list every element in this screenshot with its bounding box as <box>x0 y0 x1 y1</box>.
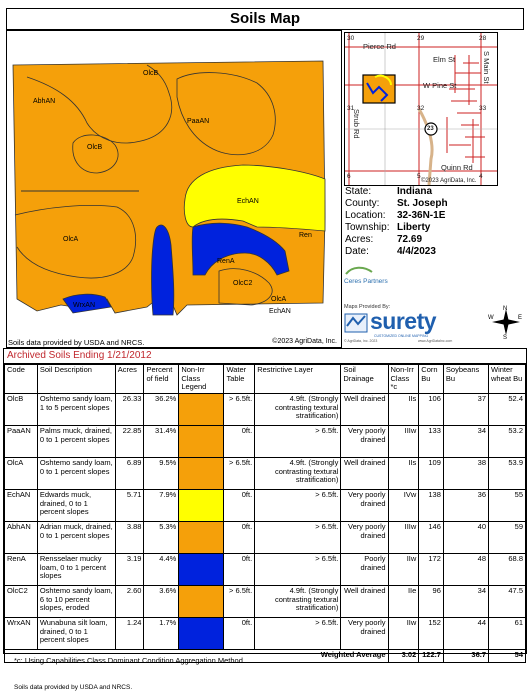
svg-text:W: W <box>488 315 494 321</box>
cell-soy: 34 <box>443 586 488 618</box>
cell-wheat: 52.4 <box>489 394 526 426</box>
table-row <box>5 586 526 618</box>
cell-corn: 146 <box>419 522 444 554</box>
cell-acres: 5.71 <box>115 490 144 522</box>
road-label: W Pine St <box>423 81 457 90</box>
road-label: Strub Rd <box>352 109 361 139</box>
cell-restrict: 4.9ft. (Strongly contrasting textural stratification) <box>255 458 341 490</box>
cell-cls: IIw <box>388 554 419 586</box>
class-legend-swatch <box>179 490 224 522</box>
info-row: Location: 32-36N-1E <box>345 210 446 221</box>
cell-pct: 3.6% <box>144 586 179 618</box>
field-info <box>345 186 448 258</box>
cell-corn: 133 <box>419 426 444 458</box>
cell-cls: IVw <box>388 490 419 522</box>
surety-wordmark: surety <box>370 308 437 334</box>
cell-cls: IIs <box>388 458 419 490</box>
cell-desc: Edwards muck, drained, 0 to 1 percent slopes <box>37 490 115 522</box>
class-legend-swatch <box>179 618 224 650</box>
cell-soy: 37 <box>443 394 488 426</box>
cell-code: WrxAN <box>5 618 38 650</box>
cell-drain: Well drained <box>341 394 388 426</box>
svg-text:N: N <box>503 306 508 312</box>
cell-restrict: > 6.5ft. <box>255 426 341 458</box>
section-label: 30 <box>347 35 355 42</box>
cell-cls: IIe <box>388 586 419 618</box>
cell-code: PaaAN <box>5 426 38 458</box>
class-legend-swatch <box>179 554 224 586</box>
cell-desc: Wunabuna silt loam, drained, 0 to 1 percent slopes <box>37 618 115 650</box>
cell-soy: 44 <box>443 618 488 650</box>
cell-corn: 172 <box>419 554 444 586</box>
cell-corn: 109 <box>419 458 444 490</box>
cell-pct: 4.4% <box>144 554 179 586</box>
svg-text:E: E <box>518 315 523 321</box>
cell-drain: Well drained <box>341 458 388 490</box>
cell-desc: Oshtemo sandy loam, 6 to 10 percent slopes, eroded <box>37 586 115 618</box>
section-label: 32 <box>417 105 425 112</box>
section-label: 33 <box>479 105 487 112</box>
cell-acres: 3.19 <box>115 554 144 586</box>
cell-desc: Oshtemo sandy loam, 0 to 1 percent slopes <box>37 458 115 490</box>
column-header: Restrictive Layer <box>255 365 341 394</box>
cell-soy: 38 <box>443 458 488 490</box>
svg-text:S: S <box>503 335 508 339</box>
section-label: 5 <box>417 173 421 180</box>
column-header: Non-Irr Class Legend <box>179 365 224 394</box>
table-title: Archived Soils Ending 1/21/2012 <box>4 349 526 364</box>
weighted-corn: 122.7 <box>419 650 444 663</box>
road-label: Quinn Rd <box>441 163 473 172</box>
cell-water: > 6.5ft. <box>224 458 255 490</box>
section-label: 29 <box>417 35 425 42</box>
cell-pct: 9.5% <box>144 458 179 490</box>
cell-wheat: 61 <box>489 618 526 650</box>
cell-restrict: > 6.5ft. <box>255 554 341 586</box>
map-caption: Soils data provided by USDA and NRCS. <box>8 338 145 347</box>
cell-corn: 106 <box>419 394 444 426</box>
section-label: 31 <box>347 105 355 112</box>
surety-tagline: CUSTOMIZED ONLINE MAPPING <box>374 334 429 338</box>
map-unit-label: EchAN <box>269 308 291 315</box>
map-unit-label: WrxAN <box>73 302 96 309</box>
surety-map-icon <box>344 312 368 334</box>
cell-soy: 34 <box>443 426 488 458</box>
cell-drain: Very poorly drained <box>341 490 388 522</box>
table-row <box>5 394 526 426</box>
table-row <box>5 458 526 490</box>
cell-soy: 40 <box>443 522 488 554</box>
cell-soy: 36 <box>443 490 488 522</box>
cell-cls: IIIw <box>388 426 419 458</box>
cell-soy: 48 <box>443 554 488 586</box>
cell-pct: 7.9% <box>144 490 179 522</box>
cell-pct: 1.7% <box>144 618 179 650</box>
cell-drain: Very poorly drained <box>341 618 388 650</box>
page-footer: Soils data provided by USDA and NRCS. <box>14 684 133 691</box>
info-row: Township: Liberty <box>345 222 431 233</box>
map-unit-label: OlcB <box>143 70 159 77</box>
cell-restrict: 4.9ft. (Strongly contrasting textural stratification) <box>255 586 341 618</box>
cell-pct: 31.4% <box>144 426 179 458</box>
map-unit-label: OlcA <box>271 296 287 303</box>
cell-desc: Rensselaer mucky loam, 0 to 1 percent slopes <box>37 554 115 586</box>
cell-water: 0ft. <box>224 490 255 522</box>
column-header: Winter wheat Bu <box>489 365 526 394</box>
soils-table <box>3 348 527 659</box>
ceres-partners-logo: Ceres Partners <box>344 278 388 285</box>
cell-wheat: 53.2 <box>489 426 526 458</box>
soils-map[interactable] <box>6 30 342 348</box>
cell-cls: IIs <box>388 394 419 426</box>
cell-wheat: 53.9 <box>489 458 526 490</box>
weighted-average-label: Weighted Average <box>5 650 389 663</box>
map-unit-label: EchAN <box>237 198 259 205</box>
class-legend-swatch <box>179 426 224 458</box>
map-unit-label: OlcB <box>87 144 103 151</box>
cell-drain: Very poorly drained <box>341 522 388 554</box>
location-map[interactable] <box>344 32 498 186</box>
field-outline <box>363 75 395 103</box>
cell-wheat: 55 <box>489 490 526 522</box>
table-row <box>5 426 526 458</box>
maps-provided-label: Maps Provided By: <box>344 304 391 310</box>
section-label: 6 <box>347 173 351 180</box>
cell-restrict: > 6.5ft. <box>255 522 341 554</box>
cell-drain: Very poorly drained <box>341 426 388 458</box>
cell-water: 0ft. <box>224 618 255 650</box>
column-header: Non-Irr Class *c <box>388 365 419 394</box>
cell-desc: Palms muck, drained, 0 to 1 percent slopes <box>37 426 115 458</box>
cell-restrict: 4.9ft. (Strongly contrasting textural stratification) <box>255 394 341 426</box>
column-header: Soybeans Bu <box>443 365 488 394</box>
cell-corn: 96 <box>419 586 444 618</box>
surety-logo: Maps Provided By: surety CUSTOMIZED ONLINE MAPPING © AgriData, Inc. 2023 www.AgriDataInc.com <box>344 304 453 343</box>
info-row: Acres: 72.69 <box>345 234 423 245</box>
cell-wheat: 59 <box>489 522 526 554</box>
weighted-soybeans: 36.7 <box>443 650 488 663</box>
cell-corn: 138 <box>419 490 444 522</box>
map-unit-label: OlcC2 <box>233 280 253 287</box>
cell-corn: 152 <box>419 618 444 650</box>
cell-cls: IIIw <box>388 522 419 554</box>
cell-acres: 26.33 <box>115 394 144 426</box>
road-label: S Main St <box>482 51 491 84</box>
table-row <box>5 490 526 522</box>
cell-code: OlcB <box>5 394 38 426</box>
cell-wheat: 47.5 <box>489 586 526 618</box>
cell-water: 0ft. <box>224 522 255 554</box>
cell-water: 0ft. <box>224 554 255 586</box>
column-header: Soil Description <box>37 365 115 394</box>
section-label: 28 <box>479 35 487 42</box>
map-unit-label: RenA <box>217 258 235 265</box>
map-copyright: ©2023 AgriData, Inc. <box>272 338 337 345</box>
cell-acres: 22.85 <box>115 426 144 458</box>
cell-code: AbhAN <box>5 522 38 554</box>
page-title: Soils Map <box>6 8 524 30</box>
cell-code: RenA <box>5 554 38 586</box>
table-header-row <box>5 365 526 394</box>
column-header: Acres <box>115 365 144 394</box>
cell-desc: Adrian muck, drained, 0 to 1 percent slopes <box>37 522 115 554</box>
cell-drain: Well drained <box>341 586 388 618</box>
compass-rose-icon <box>488 305 524 339</box>
cell-drain: Poorly drained <box>341 554 388 586</box>
class-legend-swatch <box>179 522 224 554</box>
cell-restrict: > 6.5ft. <box>255 490 341 522</box>
info-row: Date: 4/4/2023 <box>345 246 436 257</box>
column-header: Soil Drainage <box>341 365 388 394</box>
table-row <box>5 618 526 650</box>
cell-water: > 6.5ft. <box>224 394 255 426</box>
cell-wheat: 68.8 <box>489 554 526 586</box>
cell-acres: 3.88 <box>115 522 144 554</box>
column-header: Water Table <box>224 365 255 394</box>
column-header: Percent of field <box>144 365 179 394</box>
map-unit-label: AbhAN <box>33 98 56 105</box>
map-unit-label: PaaAN <box>187 118 210 125</box>
cell-code: EchAN <box>5 490 38 522</box>
cell-acres: 1.24 <box>115 618 144 650</box>
cell-restrict: > 6.5ft. <box>255 618 341 650</box>
cell-water: 0ft. <box>224 426 255 458</box>
class-legend-swatch <box>179 586 224 618</box>
table-row <box>5 522 526 554</box>
cell-pct: 5.3% <box>144 522 179 554</box>
weighted-wheat: 54 <box>489 650 526 663</box>
cell-cls: IIw <box>388 618 419 650</box>
cell-code: OlcC2 <box>5 586 38 618</box>
location-map-copyright: ©2023 AgriData, Inc. <box>421 178 477 184</box>
table-row <box>5 554 526 586</box>
ceres-logo-icon <box>344 266 374 276</box>
info-row: County: St. Joseph <box>345 198 448 209</box>
map-unit-label: Ren <box>299 232 312 239</box>
info-row: State: Indiana <box>345 186 433 197</box>
road-label: Elm St <box>433 55 456 64</box>
section-label: 4 <box>479 173 483 180</box>
class-legend-swatch <box>179 394 224 426</box>
cell-desc: Oshtemo sandy loam, 1 to 5 percent slopes <box>37 394 115 426</box>
column-header: Corn Bu <box>419 365 444 394</box>
class-legend-swatch <box>179 458 224 490</box>
map-unit-label: OlcA <box>63 236 79 243</box>
road-label: Pierce Rd <box>363 42 396 51</box>
cell-pct: 36.2% <box>144 394 179 426</box>
cell-acres: 6.89 <box>115 458 144 490</box>
route-shield-label: 23 <box>427 126 434 132</box>
cell-acres: 2.60 <box>115 586 144 618</box>
footnote: *c: Using Capabilities Class Dominant Condition Aggregation Method <box>14 656 243 665</box>
column-header: Code <box>5 365 38 394</box>
cell-water: > 6.5ft. <box>224 586 255 618</box>
cell-code: OlcA <box>5 458 38 490</box>
weighted-class: 3.02 <box>388 650 419 663</box>
